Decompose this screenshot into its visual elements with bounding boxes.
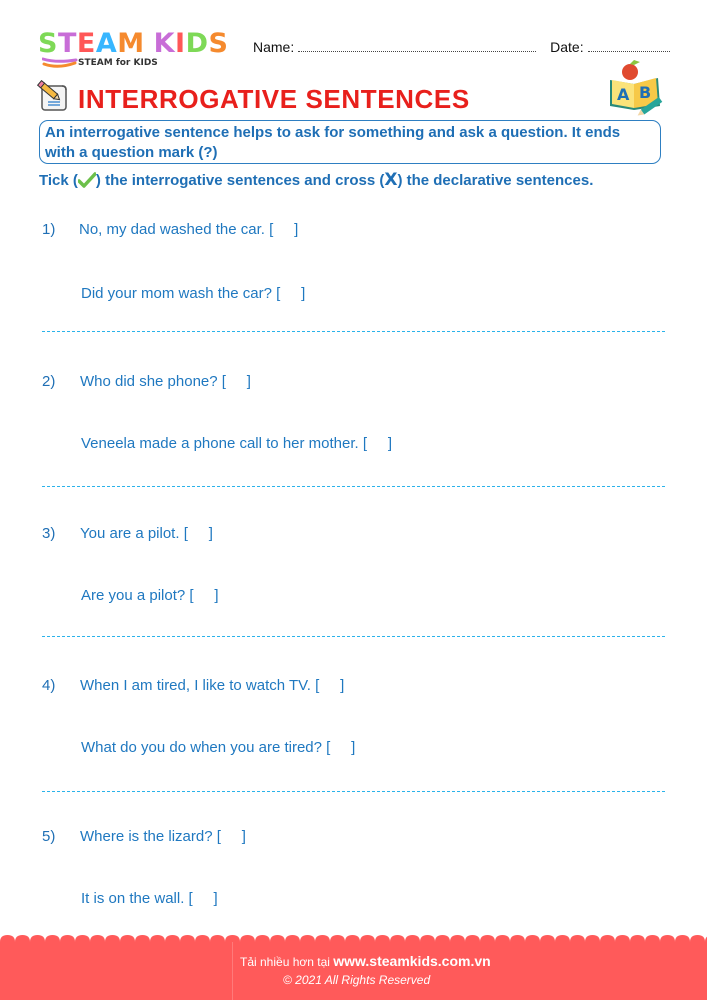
- footer-divider: [232, 942, 233, 1000]
- steam-kids-logo: [38, 28, 229, 68]
- question-number: 4): [42, 677, 56, 694]
- date-input-line[interactable]: [588, 41, 670, 52]
- question-number: 5): [42, 828, 56, 845]
- footer-prefix: Tải nhiều hơn tại: [240, 955, 334, 969]
- logo-letter: M: [117, 28, 145, 59]
- date-label: Date:: [550, 39, 584, 55]
- sentence-b[interactable]: Did your mom wash the car? [ ]: [81, 285, 306, 302]
- svg-text:B: B: [639, 83, 652, 102]
- logo-subtitle: STEAM for KIDS: [78, 58, 158, 68]
- logo-letter: E: [76, 28, 96, 59]
- logo-letter: T: [57, 28, 77, 59]
- instruction-part: ) the interrogative sentences and cross (: [95, 172, 385, 189]
- instruction-part: Tick (: [39, 172, 78, 189]
- logo-letter: D: [185, 28, 209, 59]
- svg-text:A: A: [617, 85, 630, 104]
- question-number: 1): [42, 221, 56, 238]
- logo-letter: K: [153, 28, 176, 59]
- name-input-line[interactable]: [298, 41, 536, 52]
- sentence-a[interactable]: Who did she phone? [ ]: [80, 373, 251, 390]
- instruction-text: [39, 170, 593, 190]
- instruction-part: ) the declarative sentences.: [397, 172, 594, 189]
- footer-copyright: © 2021 All Rights Reserved: [283, 973, 431, 987]
- logo-letter: S: [208, 28, 229, 59]
- footer-bar: [0, 942, 707, 1000]
- sentence-b[interactable]: It is on the wall. [ ]: [81, 890, 218, 907]
- section-divider: [42, 331, 665, 332]
- pencil-paper-icon: [36, 80, 70, 112]
- sentence-a[interactable]: No, my dad washed the car. [ ]: [79, 221, 299, 238]
- question-number: 3): [42, 525, 56, 542]
- logo-letter: I: [175, 28, 186, 59]
- sentence-b[interactable]: Veneela made a phone call to her mother. [ ]: [81, 435, 393, 452]
- footer-url-link[interactable]: www.steamkids.com.vn: [333, 953, 491, 969]
- logo-wordmark: [38, 30, 228, 57]
- question-number: 2): [42, 373, 56, 390]
- footer-download-text: [240, 953, 491, 969]
- page-title: INTERROGATIVE SENTENCES: [78, 84, 470, 114]
- definition-box: An interrogative sentence helps to ask for something and ask a question. It ends with a question mark (?): [39, 120, 661, 164]
- cross-mark: X: [384, 170, 398, 190]
- logo-letter: S: [38, 28, 58, 59]
- sentence-a[interactable]: Where is the lizard? [ ]: [80, 828, 246, 845]
- sentence-b[interactable]: What do you do when you are tired? [ ]: [81, 739, 356, 756]
- name-date-row: [253, 39, 670, 55]
- smile-swoosh-icon: [42, 57, 78, 69]
- sentence-b[interactable]: Are you a pilot? [ ]: [81, 587, 219, 604]
- section-divider: [42, 486, 665, 487]
- sentence-a[interactable]: When I am tired, I like to watch TV. [ ]: [80, 677, 345, 694]
- checkmark-icon: [78, 172, 96, 188]
- abc-book-icon: [604, 58, 666, 116]
- section-divider: [42, 636, 665, 637]
- logo-letter: A: [95, 28, 118, 59]
- name-label: Name:: [253, 39, 295, 55]
- sentence-a[interactable]: You are a pilot. [ ]: [80, 525, 213, 542]
- section-divider: [42, 791, 665, 792]
